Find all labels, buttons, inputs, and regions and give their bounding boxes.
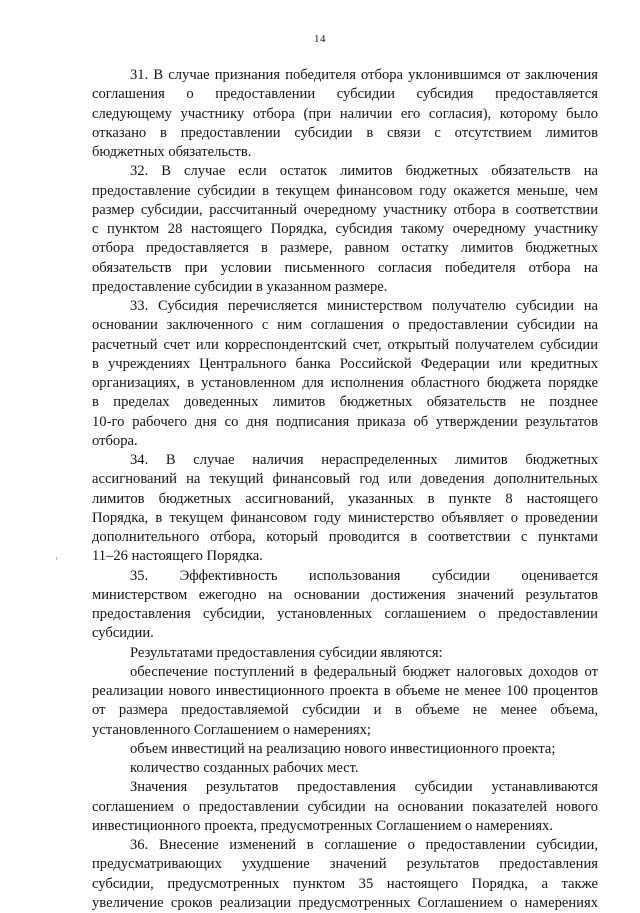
text-line: размер субсидии, рассчитанный очередному участнику отбора в соответствии: [92, 201, 598, 218]
text-line: предусматривающих ухудшение значений результатов предоставления: [92, 856, 598, 873]
text-line: организациях, в установленном для исполнения областного бюджета порядке: [92, 375, 598, 391]
page-number: 14: [314, 33, 326, 45]
text-line: субсидии.: [92, 625, 154, 642]
text-line: министерством ежегодно на основании достижения значений результатов: [92, 586, 598, 603]
text-line: Результатами предоставления субсидии являются:: [130, 644, 443, 661]
text-line: дополнительного отбора, который проводится в соответствии с пунктами: [92, 529, 598, 545]
margin-mark: ': [56, 556, 58, 566]
text-line: лимитов бюджетных ассигнований, указанных в пункте 8 настоящего: [92, 490, 598, 507]
text-line: предоставления субсидии, установленных соглашением о предоставлении: [92, 606, 598, 622]
document-body: [92, 66, 598, 913]
text-line: соглашения о предоставлении субсидии субсидия предоставляется: [92, 86, 598, 103]
text-line: от размера предоставляемой субсидии и в объеме не менее объема,: [92, 702, 598, 719]
text-line: 32. В случае если остаток лимитов бюджетных обязательств на: [130, 163, 598, 180]
text-line: субсидии, предусмотренных пунктом 35 настоящего Порядка, а также: [92, 875, 598, 892]
text-line: Порядка, в текущем финансовом году министерство объявляет о проведении: [92, 509, 598, 526]
text-line: Значения результатов предоставления субсидии устанавливаются: [130, 779, 598, 796]
text-line: основании заключенного с ним соглашения о предоставлении субсидии на: [92, 317, 598, 334]
text-line: предоставление субсидии в текущем финансовом году окажется меньше, чем: [92, 182, 598, 199]
text-line: 36. Внесение изменений в соглашение о предоставлении субсидии,: [130, 837, 598, 853]
text-line: 11–26 настоящего Порядка.: [92, 548, 263, 565]
text-line: соглашением о предоставлении субсидии на основании показателей нового: [92, 798, 598, 815]
text-line: 35. Эффективность использования субсидии оценивается: [130, 567, 598, 584]
text-line: установленного Соглашением о намерениях;: [92, 721, 371, 738]
text-line: отбора.: [92, 432, 138, 449]
text-line: 10-го рабочего дня со дня подписания приказа об утверждении результатов: [92, 413, 598, 430]
text-line: предоставление субсидии в указанном размере.: [92, 278, 388, 295]
text-line: в учреждениях Центрального банка Российской Федерации или кредитных: [92, 355, 598, 372]
text-line: ассигнований на текущий финансовый год или доведения дополнительных: [92, 471, 598, 488]
text-line: количество созданных рабочих мест.: [130, 760, 359, 776]
text-line: 31. В случае признания победителя отбора уклонившимся от заключения: [130, 67, 598, 83]
text-line: в пределах доведенных лимитов бюджетных обязательств не позднее: [92, 394, 598, 411]
text-line: инвестиционного проекта, предусмотренных Соглашением о намерениях.: [92, 817, 553, 834]
text-line: с пунктом 28 настоящего Порядка, субсидия такому очередному участнику: [92, 221, 598, 237]
text-line: увеличение сроков реализации предусмотренных Соглашением о намерениях: [92, 894, 598, 911]
text-line: бюджетных обязательств.: [92, 144, 252, 160]
text-line: 33. Субсидия перечисляется министерством получателю субсидии на: [130, 298, 598, 314]
text-line: отбора предоставляется в размере, равном остатку лимитов бюджетных: [92, 240, 598, 257]
text-line: отказано в предоставлении субсидии в связи с отсутствием лимитов: [92, 124, 598, 141]
text-line: обязательств при условии письменного согласия победителя отбора на: [92, 259, 598, 276]
text-line: следующему участнику отбора (при наличии его согласия), которому было: [92, 105, 598, 122]
text-line: обеспечение поступлений в федеральный бюджет налоговых доходов от: [130, 663, 598, 680]
text-line: 34. В случае наличия нераспределенных лимитов бюджетных: [130, 452, 598, 468]
text-line: расчетный счет или корреспондентский счет, открытый получателем субсидии: [92, 336, 598, 353]
text-line: реализации нового инвестиционного проекта в объеме не менее 100 процентов: [92, 683, 598, 699]
text-line: объем инвестиций на реализацию нового инвестиционного проекта;: [130, 740, 556, 757]
